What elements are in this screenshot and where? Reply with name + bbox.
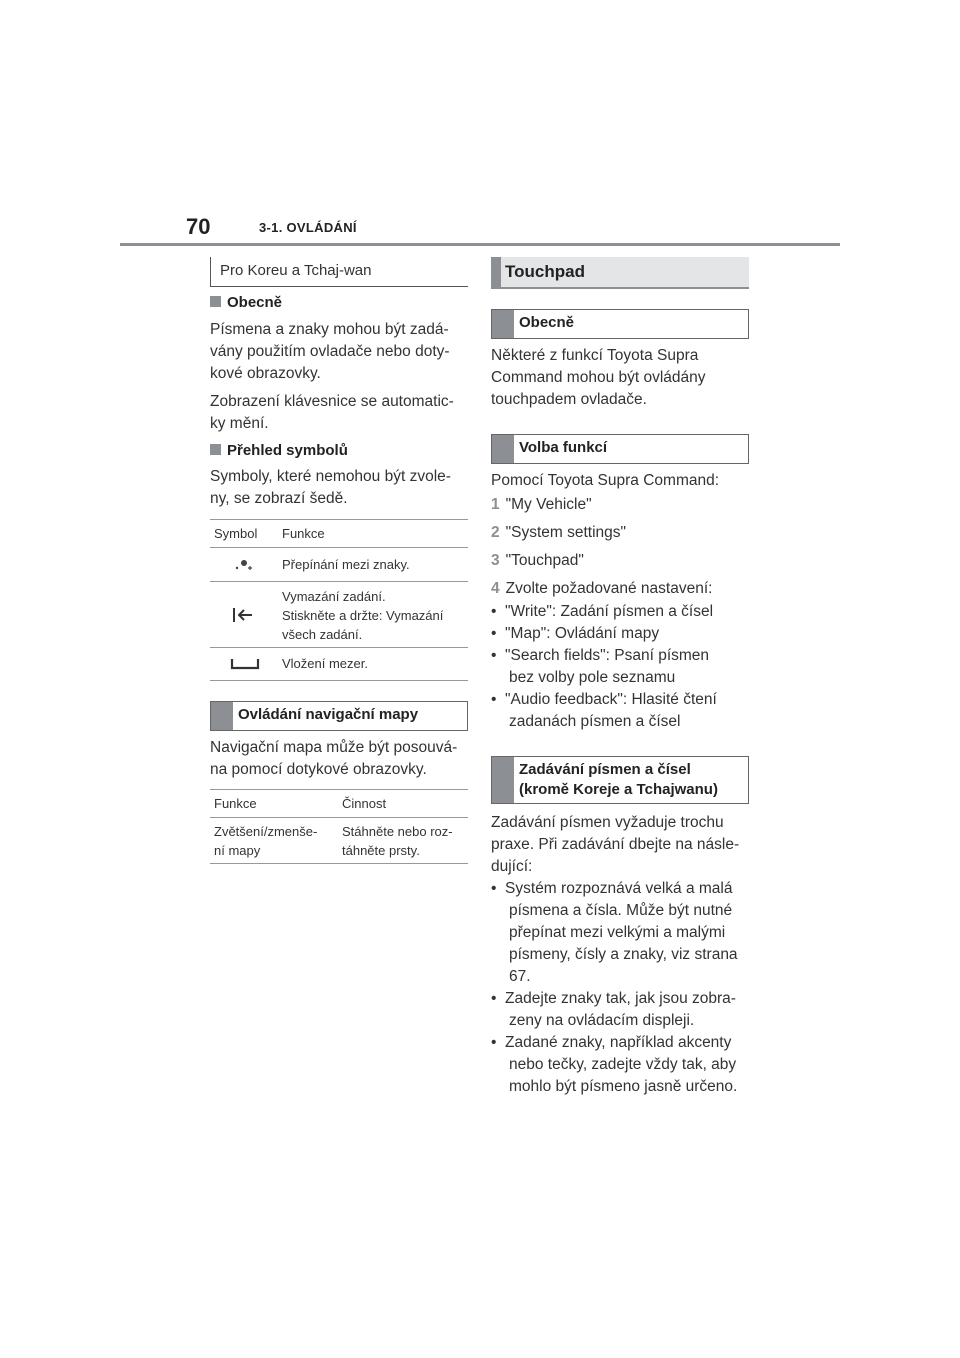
space-icon bbox=[230, 658, 260, 670]
nav-map-paragraph: Navigační mapa může být posouvá- na pomocí dotykové obrazovky. bbox=[210, 739, 458, 778]
symbols-subheading: Přehled symbolů bbox=[210, 442, 348, 459]
general-paragraph-2: Zobrazení klávesnice se automatic- ky mění. bbox=[210, 393, 454, 432]
switch-characters-icon bbox=[232, 558, 256, 572]
table-row: Přepínání mezi znaky. bbox=[210, 547, 468, 582]
header-rule bbox=[120, 243, 840, 246]
square-bullet-icon bbox=[210, 296, 221, 307]
list-item: • Systém rozpoznává velká a malá písmena a čísla. Může být nutné přepínat mezi velkými a malými písmeny, čísly a znaky, viz strana 67. bbox=[491, 880, 738, 985]
list-item: • Zadané znaky, například akcenty nebo tečky, zadejte vždy tak, aby mohlo být písmeno jasně určeno. bbox=[491, 1034, 738, 1095]
region-label-box bbox=[210, 257, 468, 287]
list-item: • Zadejte znaky tak, jak jsou zobra- zeny na ovládacím displeji. bbox=[491, 990, 736, 1029]
list-item: • "Map": Ovládání mapy bbox=[491, 625, 660, 642]
table-row: Zvětšení/zmenše- ní mapy Stáhněte nebo roz- táhněte prsty. bbox=[210, 817, 468, 864]
list-item: • "Search fields": Psaní písmen bez volby pole seznamu bbox=[491, 647, 710, 686]
entry-section-title: Zadávání písmen a čísel (kromě Koreje a Tchajwanu) bbox=[491, 756, 749, 804]
entry-list bbox=[491, 878, 769, 1098]
touchpad-general-paragraph: Některé z funkcí Toyota Supra Command mohou být ovládány touchpadem ovladače. bbox=[491, 347, 706, 408]
general-section-title: Obecně bbox=[491, 309, 749, 339]
nav-col-action: Činnost bbox=[342, 796, 387, 811]
symbols-col-function: Funkce bbox=[282, 526, 325, 541]
step-1: 1 "My Vehicle" bbox=[491, 496, 592, 513]
step-4: 4 Zvolte požadované nastavení: bbox=[491, 580, 713, 597]
nav-map-section-title: Ovládání navigační mapy bbox=[210, 701, 468, 731]
table-row: Vložení mezer. bbox=[210, 647, 468, 681]
list-item: • "Write": Zadání písmen a čísel bbox=[491, 603, 714, 620]
nav-col-function: Funkce bbox=[214, 796, 257, 811]
region-label: Pro Koreu a Tchaj-wan bbox=[220, 262, 372, 279]
touchpad-section-title: Touchpad bbox=[491, 257, 749, 289]
entry-paragraph: Zadávání písmen vyžaduje trochu praxe. Při zadávání dbejte na násle- dující: bbox=[491, 814, 740, 875]
general-subheading: Obecně bbox=[210, 294, 282, 311]
delete-icon bbox=[232, 607, 254, 623]
step-3: 3 "Touchpad" bbox=[491, 552, 584, 569]
select-functions-section-title: Volba funkcí bbox=[491, 434, 749, 464]
nav-map-table bbox=[210, 789, 468, 864]
square-bullet-icon bbox=[210, 444, 221, 455]
list-item: • "Audio feedback": Hlasité čtení zadanách písmen a čísel bbox=[491, 691, 717, 730]
page-number: 70 bbox=[186, 214, 211, 239]
symbols-col-symbol: Symbol bbox=[214, 526, 258, 541]
chapter-title: 3-1. OVLÁDÁNÍ bbox=[259, 220, 357, 235]
symbols-paragraph: Symboly, které nemohou být zvole- ny, se zobrazí šedě. bbox=[210, 468, 451, 507]
general-paragraph-1: Písmena a znaky mohou být zadá- vány použitím ovladače nebo doty- kové obrazovky. bbox=[210, 321, 450, 382]
symbols-table bbox=[210, 519, 468, 681]
settings-list bbox=[491, 601, 769, 733]
select-intro: Pomocí Toyota Supra Command: bbox=[491, 472, 720, 489]
step-2: 2 "System settings" bbox=[491, 524, 627, 541]
table-row: Vymazání zadání. Stiskněte a držte: Vymazání všech zadání. bbox=[210, 581, 468, 648]
